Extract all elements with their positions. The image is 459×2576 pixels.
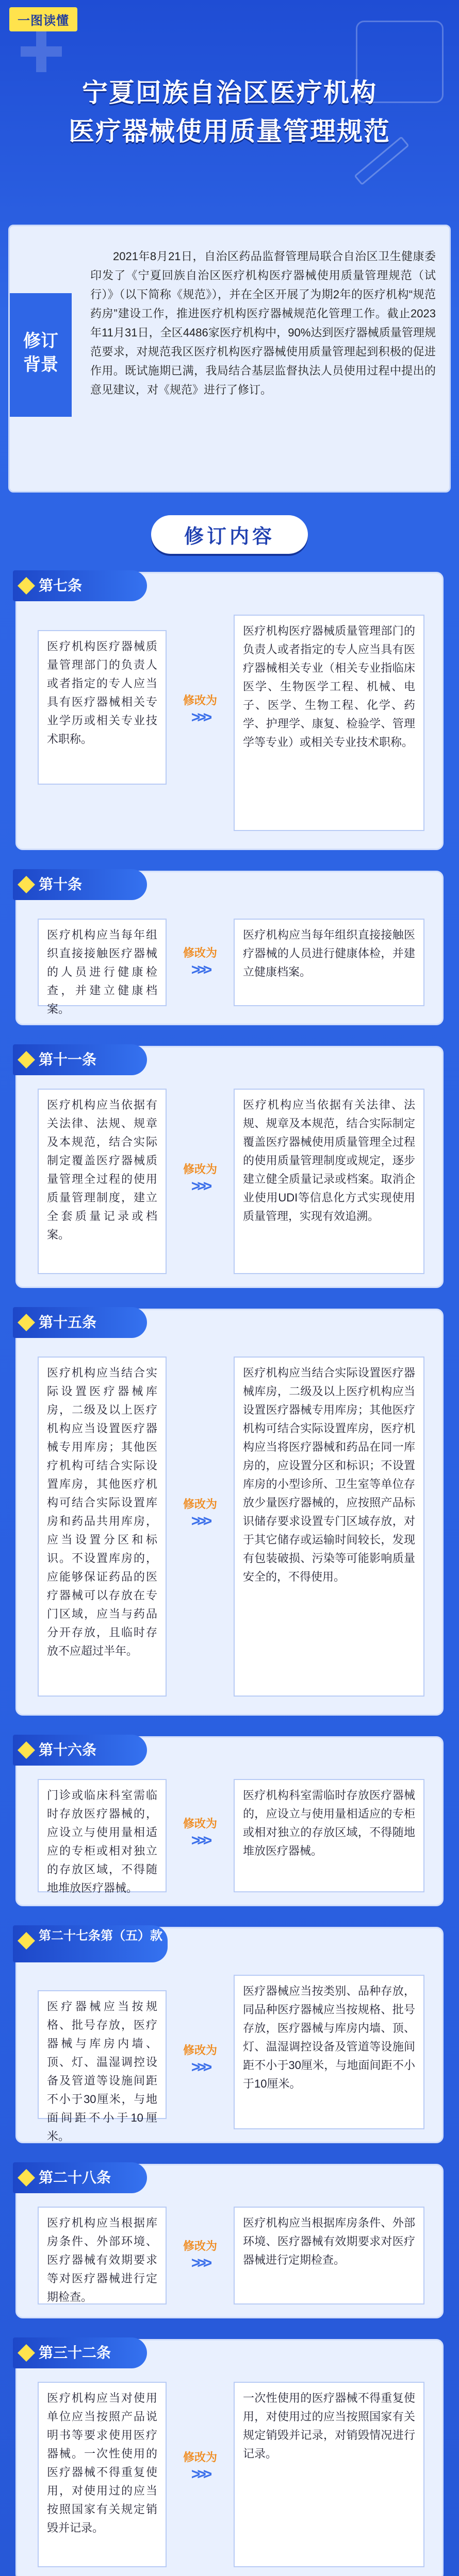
article-before-text: 医疗器械应当按规格、批号存放，医疗器械与库房内墙、顶、灯、温湿调控设备及管道等设施间距不小于30厘米，与地面间距不小于10厘米。 bbox=[38, 1990, 167, 2119]
article-after-text: 医疗机构应当每年组织直接接触医疗器械的人员进行健康体检，并建立健康档案。 bbox=[234, 919, 424, 1006]
article-block bbox=[15, 871, 444, 1025]
article-before-text: 医疗机构应当对使用单位应当按照产品说明书等要求使用医疗器械。一次性使用的医疗器械不得重复使用，对使用过的应当按照国家有关规定销毁并记录。 bbox=[38, 2382, 167, 2567]
modify-arrow bbox=[177, 692, 223, 725]
background-label-line1: 修订 bbox=[23, 331, 58, 351]
modify-label: 修改为 bbox=[183, 1163, 217, 1176]
page-title-line2: 医疗器械使用质量管理规范 bbox=[69, 117, 390, 146]
article-after-text: 医疗机构医疗器械质量管理部门的负责人或者指定的专人应当具有医疗器械相关专业（相关专业指临床医学、生物医学工程、机械、电子、医学、生物工程、化学、药学、护理学、康复、检验学、管理学等专业）或相关专业技术职称。 bbox=[234, 615, 424, 831]
modify-arrow bbox=[177, 2238, 223, 2271]
modify-arrow bbox=[177, 1496, 223, 1529]
modify-label: 修改为 bbox=[183, 2240, 217, 2252]
background-label bbox=[10, 293, 72, 417]
article-block bbox=[15, 1927, 444, 2143]
article-after-text: 医疗器械应当按类别、品种存放，同品种医疗器械应当按规格、批号存放，医疗器械与库房内墙、顶、灯、温湿调控设备及管道等设施间距不小于30厘米，与地面间距不小于10厘米。 bbox=[234, 1975, 424, 2129]
article-after-text: 医疗机构科室需临时存放医疗器械的，应设立与使用量相适应的专柜或相对独立的存放区域，不得随地堆放医疗器械。 bbox=[234, 1779, 424, 1892]
arrow-icon: >>> bbox=[191, 709, 209, 726]
article-title: 第十六条 bbox=[13, 1735, 147, 1766]
background-label-line2: 背景 bbox=[23, 355, 58, 375]
article-after-text: 医疗机构应当依据有关法律、法规、规章及本规范，结合实际制定覆盖医疗器械使用质量管理全过程的使用质量管理制度或规定，逐步建立健全质量记录或档案。取消企业使用UDI等信息化方式实现使用质量管理，实现有效追溯。 bbox=[234, 1089, 424, 1274]
article-before-text: 医疗机构应当依据有关法律、法规、规章及本规范，结合实际制定覆盖医疗器械质量管理全过程的使用质量管理制度，建立全套质量记录或档案。 bbox=[38, 1089, 167, 1274]
article-block bbox=[15, 2339, 444, 2576]
modify-arrow bbox=[177, 944, 223, 978]
header bbox=[0, 0, 459, 216]
article-block bbox=[15, 1309, 444, 1716]
background-text: 2021年8月21日，自治区药品监督管理局联合自治区卫生健康委印发了《宁夏回族自治区医疗机构医疗器械使用质量管理规范（试行）》（以下简称《规范》），并在全区开展了为期2年的医疗机构“规范药房”建设工作，推进医疗机构医疗器械规范化管理工作。截止2023年11月31日，全区4486家医疗机构中，90%达到医疗器械质量管理规范要求，对规范我区医疗机构医疗器械使用质量管理起到积极的促进作用。既试施期已满，我局结合基层监督执法人员使用过程中提出的意见建议，对《规范》进行了修订。 bbox=[90, 250, 436, 396]
arrow-icon: >>> bbox=[191, 2255, 209, 2272]
article-before-text: 医疗机构应当根据库房条件、外部环境、医疗器械有效期要求等对医疗器械进行定期检查。 bbox=[38, 2207, 167, 2304]
article-title: 第七条 bbox=[13, 570, 147, 601]
modify-label: 修改为 bbox=[183, 1817, 217, 1830]
read-tag: 一图读懂 bbox=[9, 7, 77, 31]
article-before-text: 医疗机构应当结合实际设置医疗器械库房，二级及以上医疗机构应当设置医疗器械专用库房；其他医疗机构可结合实际设置库房，其他医疗机构可结合实际设置库房和药品共用库房，应当设置分区和标识。不设置库房的，应能够保证药品的医疗器械可以存放在专门区域，应当与药品分开存放，且临时存放不应超过半年。 bbox=[38, 1357, 167, 1697]
arrow-icon: >>> bbox=[191, 1832, 209, 1849]
medical-cross-icon bbox=[21, 31, 62, 72]
article-before-text: 医疗机构医疗器械质量管理部门的负责人或者指定的专人应当具有医疗器械相关专业学历或相关专业技术职称。 bbox=[38, 630, 167, 785]
article-title: 第十五条 bbox=[13, 1307, 147, 1338]
modify-arrow bbox=[177, 2042, 223, 2075]
article-title: 第二十八条 bbox=[13, 2162, 147, 2193]
modify-arrow bbox=[177, 1161, 223, 1194]
modify-label: 修改为 bbox=[183, 2044, 217, 2057]
modify-label: 修改为 bbox=[183, 2451, 217, 2464]
article-block bbox=[15, 572, 444, 850]
article-title: 第三十二条 bbox=[13, 2337, 147, 2368]
article-title: 第二十七条第（五）款 bbox=[13, 1925, 168, 1962]
arrow-icon: >>> bbox=[191, 2466, 209, 2483]
article-block bbox=[15, 1736, 444, 1906]
modify-arrow bbox=[177, 2449, 223, 2482]
arrow-icon: >>> bbox=[191, 1178, 209, 1195]
article-block bbox=[15, 2164, 444, 2318]
article-title: 第十条 bbox=[13, 869, 147, 900]
arrow-icon: >>> bbox=[191, 2059, 209, 2076]
arrow-icon: >>> bbox=[191, 1513, 209, 1530]
modify-arrow bbox=[177, 1815, 223, 1849]
article-block bbox=[15, 1046, 444, 1288]
article-title: 第十一条 bbox=[13, 1044, 147, 1075]
arrow-icon: >>> bbox=[191, 961, 209, 978]
article-before-text: 医疗机构应当每年组织直接接触医疗器械的人员进行健康检查，并建立健康档案。 bbox=[38, 919, 167, 1006]
page-title-line1: 宁夏回族自治区医疗机构 bbox=[82, 78, 377, 107]
modify-title-pill: 修订内容 bbox=[151, 515, 308, 554]
modify-label: 修改为 bbox=[183, 1498, 217, 1511]
article-after-text: 医疗机构应当根据库房条件、外部环境、医疗器械有效期要求对医疗器械进行定期检查。 bbox=[234, 2207, 424, 2304]
article-after-text: 医疗机构应当结合实际设置医疗器械库房，二级及以上医疗机构应当设置医疗器械专用库房；其他医疗机构可结合实际设置库房，医疗机构应当将医疗器械和药品在同一库房的，应设置分区和标识；不设置库房的小型诊所、卫生室等单位存放少量医疗器械的，应按照产品标识储存要求设置专门区域存放，对于其它储存或运输时间较长，发现有包装破损、污染等可能影响质量安全的，不得使用。 bbox=[234, 1357, 424, 1697]
article-before-text: 门诊或临床科室需临时存放医疗器械的，应设立与使用量相适应的专柜或相对独立的存放区域，不得随地堆放医疗器械。 bbox=[38, 1779, 167, 1892]
article-after-text: 一次性使用的医疗器械不得重复使用，对使用过的应当按照国家有关规定销毁并记录，对销毁情况进行记录。 bbox=[234, 2382, 424, 2567]
modify-section-title bbox=[0, 515, 459, 554]
modify-label: 修改为 bbox=[183, 946, 217, 959]
background-section bbox=[8, 225, 451, 493]
modify-label: 修改为 bbox=[183, 694, 217, 707]
